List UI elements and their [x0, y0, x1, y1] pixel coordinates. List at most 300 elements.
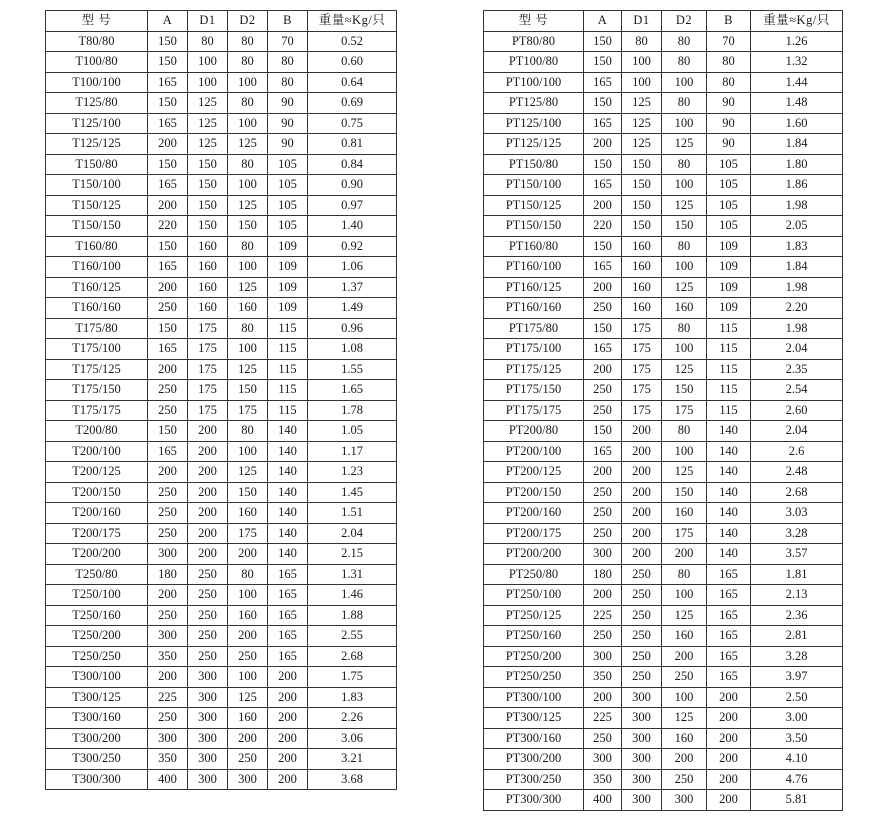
cell-weight: 2.04 — [751, 421, 843, 442]
cell-a: 165 — [148, 441, 188, 462]
cell-weight: 1.05 — [308, 421, 397, 442]
cell-d1: 300 — [622, 790, 662, 811]
cell-model: T80/80 — [46, 31, 148, 52]
cell-b: 109 — [707, 298, 751, 319]
header-row — [484, 11, 843, 32]
cell-model: T250/80 — [46, 564, 148, 585]
cell-weight: 1.06 — [308, 257, 397, 278]
cell-weight: 2.48 — [751, 462, 843, 483]
header-d2: D2 — [662, 11, 707, 32]
table-row — [484, 134, 843, 155]
table-row — [46, 585, 397, 606]
cell-model: PT300/125 — [484, 708, 584, 729]
cell-a: 225 — [584, 605, 622, 626]
cell-model: T150/80 — [46, 154, 148, 175]
table-row — [46, 605, 397, 626]
cell-weight: 0.75 — [308, 113, 397, 134]
cell-d2: 100 — [228, 667, 268, 688]
cell-b: 200 — [707, 708, 751, 729]
cell-b: 200 — [707, 687, 751, 708]
cell-a: 200 — [148, 585, 188, 606]
cell-b: 90 — [268, 113, 308, 134]
cell-b: 115 — [268, 380, 308, 401]
cell-b: 140 — [707, 503, 751, 524]
table-row — [484, 503, 843, 524]
cell-d2: 125 — [662, 605, 707, 626]
cell-d1: 200 — [622, 421, 662, 442]
cell-a: 165 — [148, 339, 188, 360]
cell-a: 150 — [148, 93, 188, 114]
cell-d2: 300 — [228, 769, 268, 790]
table-row — [484, 646, 843, 667]
table-row — [484, 728, 843, 749]
cell-b: 109 — [268, 257, 308, 278]
cell-b: 165 — [268, 626, 308, 647]
table-row — [46, 216, 397, 237]
cell-d1: 125 — [622, 93, 662, 114]
header-model: 型 号 — [46, 11, 148, 32]
table-row — [484, 298, 843, 319]
cell-weight: 3.00 — [751, 708, 843, 729]
cell-b: 200 — [268, 769, 308, 790]
header-d1: D1 — [622, 11, 662, 32]
cell-weight: 2.81 — [751, 626, 843, 647]
cell-a: 165 — [584, 72, 622, 93]
cell-model: PT175/80 — [484, 318, 584, 339]
cell-a: 200 — [148, 195, 188, 216]
cell-d2: 80 — [662, 154, 707, 175]
table-body — [484, 31, 843, 810]
cell-d2: 80 — [228, 236, 268, 257]
table-row — [46, 134, 397, 155]
cell-a: 250 — [584, 298, 622, 319]
cell-d2: 200 — [662, 749, 707, 770]
cell-weight: 2.54 — [751, 380, 843, 401]
cell-b: 115 — [707, 380, 751, 401]
table-row — [46, 421, 397, 442]
cell-a: 300 — [584, 749, 622, 770]
cell-weight: 1.86 — [751, 175, 843, 196]
cell-d2: 100 — [228, 257, 268, 278]
table-row — [46, 544, 397, 565]
cell-b: 140 — [707, 421, 751, 442]
cell-a: 200 — [148, 462, 188, 483]
cell-weight: 1.40 — [308, 216, 397, 237]
cell-a: 250 — [584, 626, 622, 647]
cell-d1: 175 — [188, 359, 228, 380]
cell-d2: 125 — [662, 195, 707, 216]
cell-weight: 1.23 — [308, 462, 397, 483]
cell-a: 250 — [148, 708, 188, 729]
cell-model: T160/160 — [46, 298, 148, 319]
cell-d2: 100 — [228, 72, 268, 93]
header-b: B — [268, 11, 308, 32]
cell-d1: 175 — [622, 359, 662, 380]
cell-d2: 125 — [662, 134, 707, 155]
cell-d2: 125 — [662, 277, 707, 298]
cell-b: 90 — [268, 93, 308, 114]
cell-d2: 125 — [228, 134, 268, 155]
cell-d1: 200 — [622, 503, 662, 524]
cell-d2: 160 — [228, 503, 268, 524]
cell-weight: 2.60 — [751, 400, 843, 421]
cell-d2: 80 — [662, 318, 707, 339]
cell-d2: 80 — [228, 421, 268, 442]
cell-model: T200/80 — [46, 421, 148, 442]
cell-d1: 175 — [622, 380, 662, 401]
cell-d2: 100 — [228, 175, 268, 196]
cell-d1: 250 — [188, 626, 228, 647]
cell-model: T300/300 — [46, 769, 148, 790]
cell-b: 200 — [268, 687, 308, 708]
header-a: A — [584, 11, 622, 32]
table-row — [484, 339, 843, 360]
cell-d2: 150 — [228, 380, 268, 401]
cell-d1: 250 — [622, 626, 662, 647]
cell-model: T200/125 — [46, 462, 148, 483]
table-row — [484, 749, 843, 770]
cell-d1: 175 — [622, 339, 662, 360]
cell-model: T250/200 — [46, 626, 148, 647]
cell-model: PT150/100 — [484, 175, 584, 196]
table-row — [46, 462, 397, 483]
cell-weight: 2.68 — [751, 482, 843, 503]
cell-d2: 80 — [228, 318, 268, 339]
cell-a: 150 — [584, 236, 622, 257]
cell-b: 165 — [268, 605, 308, 626]
cell-model: T175/175 — [46, 400, 148, 421]
table-row — [46, 339, 397, 360]
cell-weight: 0.52 — [308, 31, 397, 52]
header-row — [46, 11, 397, 32]
table-row — [484, 72, 843, 93]
cell-b: 140 — [268, 523, 308, 544]
cell-d2: 80 — [662, 93, 707, 114]
cell-model: T160/125 — [46, 277, 148, 298]
cell-model: PT200/160 — [484, 503, 584, 524]
cell-model: T175/125 — [46, 359, 148, 380]
cell-b: 165 — [707, 585, 751, 606]
cell-weight: 3.21 — [308, 749, 397, 770]
table-row — [46, 72, 397, 93]
cell-a: 200 — [584, 462, 622, 483]
cell-d1: 250 — [188, 564, 228, 585]
cell-a: 165 — [148, 175, 188, 196]
cell-d1: 300 — [622, 708, 662, 729]
cell-a: 250 — [148, 605, 188, 626]
table-row — [484, 359, 843, 380]
cell-a: 200 — [584, 134, 622, 155]
cell-b: 200 — [268, 667, 308, 688]
table-row — [484, 482, 843, 503]
cell-d1: 200 — [188, 503, 228, 524]
cell-a: 350 — [584, 667, 622, 688]
cell-weight: 1.98 — [751, 318, 843, 339]
cell-b: 105 — [268, 175, 308, 196]
cell-d1: 200 — [188, 523, 228, 544]
cell-weight: 1.88 — [308, 605, 397, 626]
table-row — [46, 441, 397, 462]
cell-weight: 1.80 — [751, 154, 843, 175]
cell-d1: 150 — [622, 175, 662, 196]
cell-model: PT125/80 — [484, 93, 584, 114]
cell-model: T200/175 — [46, 523, 148, 544]
cell-weight: 2.55 — [308, 626, 397, 647]
cell-weight: 0.96 — [308, 318, 397, 339]
table-row — [46, 195, 397, 216]
cell-model: T250/100 — [46, 585, 148, 606]
cell-d1: 250 — [188, 585, 228, 606]
table-row — [46, 667, 397, 688]
cell-a: 150 — [148, 318, 188, 339]
cell-weight: 1.44 — [751, 72, 843, 93]
cell-b: 90 — [707, 113, 751, 134]
cell-d1: 200 — [622, 544, 662, 565]
cell-a: 250 — [148, 523, 188, 544]
cell-b: 115 — [268, 318, 308, 339]
cell-model: T250/250 — [46, 646, 148, 667]
cell-d1: 250 — [622, 605, 662, 626]
cell-model: T200/150 — [46, 482, 148, 503]
table-row — [484, 257, 843, 278]
table-header — [46, 11, 397, 32]
table-row — [46, 687, 397, 708]
cell-d1: 150 — [188, 195, 228, 216]
cell-d2: 200 — [228, 544, 268, 565]
cell-model: T100/80 — [46, 52, 148, 73]
table-row — [484, 626, 843, 647]
cell-a: 150 — [584, 318, 622, 339]
table-row — [484, 790, 843, 811]
cell-weight: 1.26 — [751, 31, 843, 52]
cell-model: PT300/250 — [484, 769, 584, 790]
cell-d2: 100 — [662, 585, 707, 606]
table-row — [46, 359, 397, 380]
cell-b: 105 — [707, 154, 751, 175]
cell-weight: 3.50 — [751, 728, 843, 749]
table-row — [46, 482, 397, 503]
cell-d2: 160 — [662, 626, 707, 647]
cell-d1: 200 — [622, 441, 662, 462]
table-row — [484, 564, 843, 585]
cell-d1: 100 — [622, 72, 662, 93]
cell-d1: 300 — [188, 708, 228, 729]
header-d2: D2 — [228, 11, 268, 32]
cell-d1: 200 — [622, 462, 662, 483]
cell-weight: 5.81 — [751, 790, 843, 811]
cell-d1: 175 — [188, 339, 228, 360]
table-row — [46, 708, 397, 729]
cell-model: T200/160 — [46, 503, 148, 524]
cell-d2: 150 — [662, 216, 707, 237]
cell-model: PT175/150 — [484, 380, 584, 401]
cell-a: 350 — [584, 769, 622, 790]
cell-d1: 300 — [188, 769, 228, 790]
table-row — [484, 400, 843, 421]
cell-model: PT250/160 — [484, 626, 584, 647]
table-row — [46, 93, 397, 114]
cell-b: 140 — [707, 523, 751, 544]
cell-weight: 2.05 — [751, 216, 843, 237]
cell-weight: 3.28 — [751, 523, 843, 544]
cell-d1: 100 — [622, 52, 662, 73]
cell-a: 150 — [584, 421, 622, 442]
cell-d2: 100 — [662, 257, 707, 278]
cell-d2: 250 — [228, 749, 268, 770]
cell-d1: 80 — [622, 31, 662, 52]
cell-d1: 160 — [188, 257, 228, 278]
cell-d2: 80 — [662, 236, 707, 257]
cell-d1: 150 — [622, 216, 662, 237]
cell-model: PT300/200 — [484, 749, 584, 770]
cell-d1: 160 — [188, 298, 228, 319]
cell-b: 115 — [268, 339, 308, 360]
table-row — [46, 175, 397, 196]
header-a: A — [148, 11, 188, 32]
cell-a: 300 — [148, 544, 188, 565]
cell-d2: 100 — [662, 441, 707, 462]
cell-b: 165 — [707, 646, 751, 667]
cell-weight: 1.84 — [751, 257, 843, 278]
cell-a: 250 — [148, 298, 188, 319]
cell-model: PT125/100 — [484, 113, 584, 134]
cell-d1: 300 — [622, 769, 662, 790]
cell-d2: 175 — [228, 523, 268, 544]
table-row — [46, 749, 397, 770]
cell-b: 140 — [268, 544, 308, 565]
cell-d2: 125 — [662, 359, 707, 380]
table-row — [484, 216, 843, 237]
cell-d1: 160 — [622, 257, 662, 278]
cell-b: 109 — [707, 257, 751, 278]
cell-d1: 175 — [622, 400, 662, 421]
cell-weight: 1.84 — [751, 134, 843, 155]
cell-d1: 150 — [188, 175, 228, 196]
cell-model: PT175/100 — [484, 339, 584, 360]
header-b: B — [707, 11, 751, 32]
cell-model: T175/80 — [46, 318, 148, 339]
cell-model: T250/160 — [46, 605, 148, 626]
spec-table-pt-series — [483, 10, 843, 811]
cell-d1: 125 — [188, 134, 228, 155]
cell-d2: 160 — [228, 605, 268, 626]
cell-d2: 160 — [228, 708, 268, 729]
cell-d1: 300 — [622, 728, 662, 749]
cell-d2: 125 — [662, 708, 707, 729]
cell-d2: 80 — [228, 52, 268, 73]
cell-d1: 125 — [622, 134, 662, 155]
cell-weight: 3.97 — [751, 667, 843, 688]
cell-b: 140 — [268, 441, 308, 462]
table-body — [46, 31, 397, 790]
cell-a: 165 — [148, 72, 188, 93]
cell-weight: 2.35 — [751, 359, 843, 380]
cell-model: PT300/100 — [484, 687, 584, 708]
cell-b: 165 — [707, 626, 751, 647]
cell-model: PT100/80 — [484, 52, 584, 73]
cell-model: T125/100 — [46, 113, 148, 134]
cell-weight: 1.46 — [308, 585, 397, 606]
cell-b: 140 — [268, 462, 308, 483]
cell-b: 80 — [707, 52, 751, 73]
cell-d1: 200 — [188, 482, 228, 503]
cell-d2: 80 — [662, 52, 707, 73]
cell-d1: 160 — [622, 298, 662, 319]
cell-a: 200 — [584, 687, 622, 708]
cell-weight: 2.68 — [308, 646, 397, 667]
cell-b: 70 — [268, 31, 308, 52]
cell-weight: 1.32 — [751, 52, 843, 73]
cell-a: 180 — [584, 564, 622, 585]
table-row — [46, 318, 397, 339]
cell-a: 200 — [148, 134, 188, 155]
cell-d2: 100 — [228, 113, 268, 134]
cell-d1: 160 — [622, 277, 662, 298]
cell-b: 90 — [707, 134, 751, 155]
table-row — [46, 52, 397, 73]
cell-b: 200 — [707, 728, 751, 749]
cell-model: PT160/160 — [484, 298, 584, 319]
header-weight: 重量≈Kg/只 — [751, 11, 843, 32]
cell-a: 300 — [584, 646, 622, 667]
cell-d2: 100 — [662, 687, 707, 708]
cell-d2: 125 — [228, 462, 268, 483]
cell-b: 140 — [707, 441, 751, 462]
table-row — [484, 687, 843, 708]
cell-a: 250 — [584, 728, 622, 749]
cell-a: 150 — [148, 421, 188, 442]
cell-b: 140 — [707, 462, 751, 483]
cell-a: 250 — [584, 503, 622, 524]
cell-b: 115 — [268, 359, 308, 380]
cell-weight: 1.49 — [308, 298, 397, 319]
cell-model: T160/80 — [46, 236, 148, 257]
cell-a: 220 — [584, 216, 622, 237]
cell-d1: 300 — [188, 687, 228, 708]
cell-d2: 100 — [662, 113, 707, 134]
cell-d1: 200 — [188, 421, 228, 442]
cell-d1: 300 — [622, 749, 662, 770]
cell-d1: 175 — [188, 318, 228, 339]
cell-d1: 300 — [188, 667, 228, 688]
table-row — [484, 318, 843, 339]
cell-model: PT200/200 — [484, 544, 584, 565]
cell-b: 105 — [707, 216, 751, 237]
cell-b: 109 — [268, 277, 308, 298]
cell-a: 350 — [148, 749, 188, 770]
table-row — [46, 257, 397, 278]
cell-a: 225 — [148, 687, 188, 708]
table-row — [484, 667, 843, 688]
cell-a: 200 — [584, 359, 622, 380]
cell-a: 250 — [584, 482, 622, 503]
cell-model: T300/200 — [46, 728, 148, 749]
cell-b: 115 — [707, 359, 751, 380]
table-row — [484, 175, 843, 196]
cell-d1: 150 — [188, 154, 228, 175]
cell-d2: 200 — [228, 626, 268, 647]
cell-model: T160/100 — [46, 257, 148, 278]
cell-b: 200 — [707, 790, 751, 811]
cell-d2: 80 — [228, 93, 268, 114]
cell-d1: 175 — [188, 380, 228, 401]
cell-weight: 2.36 — [751, 605, 843, 626]
cell-b: 115 — [707, 339, 751, 360]
cell-d2: 80 — [662, 564, 707, 585]
table-row — [484, 154, 843, 175]
cell-d2: 100 — [662, 339, 707, 360]
cell-a: 350 — [148, 646, 188, 667]
